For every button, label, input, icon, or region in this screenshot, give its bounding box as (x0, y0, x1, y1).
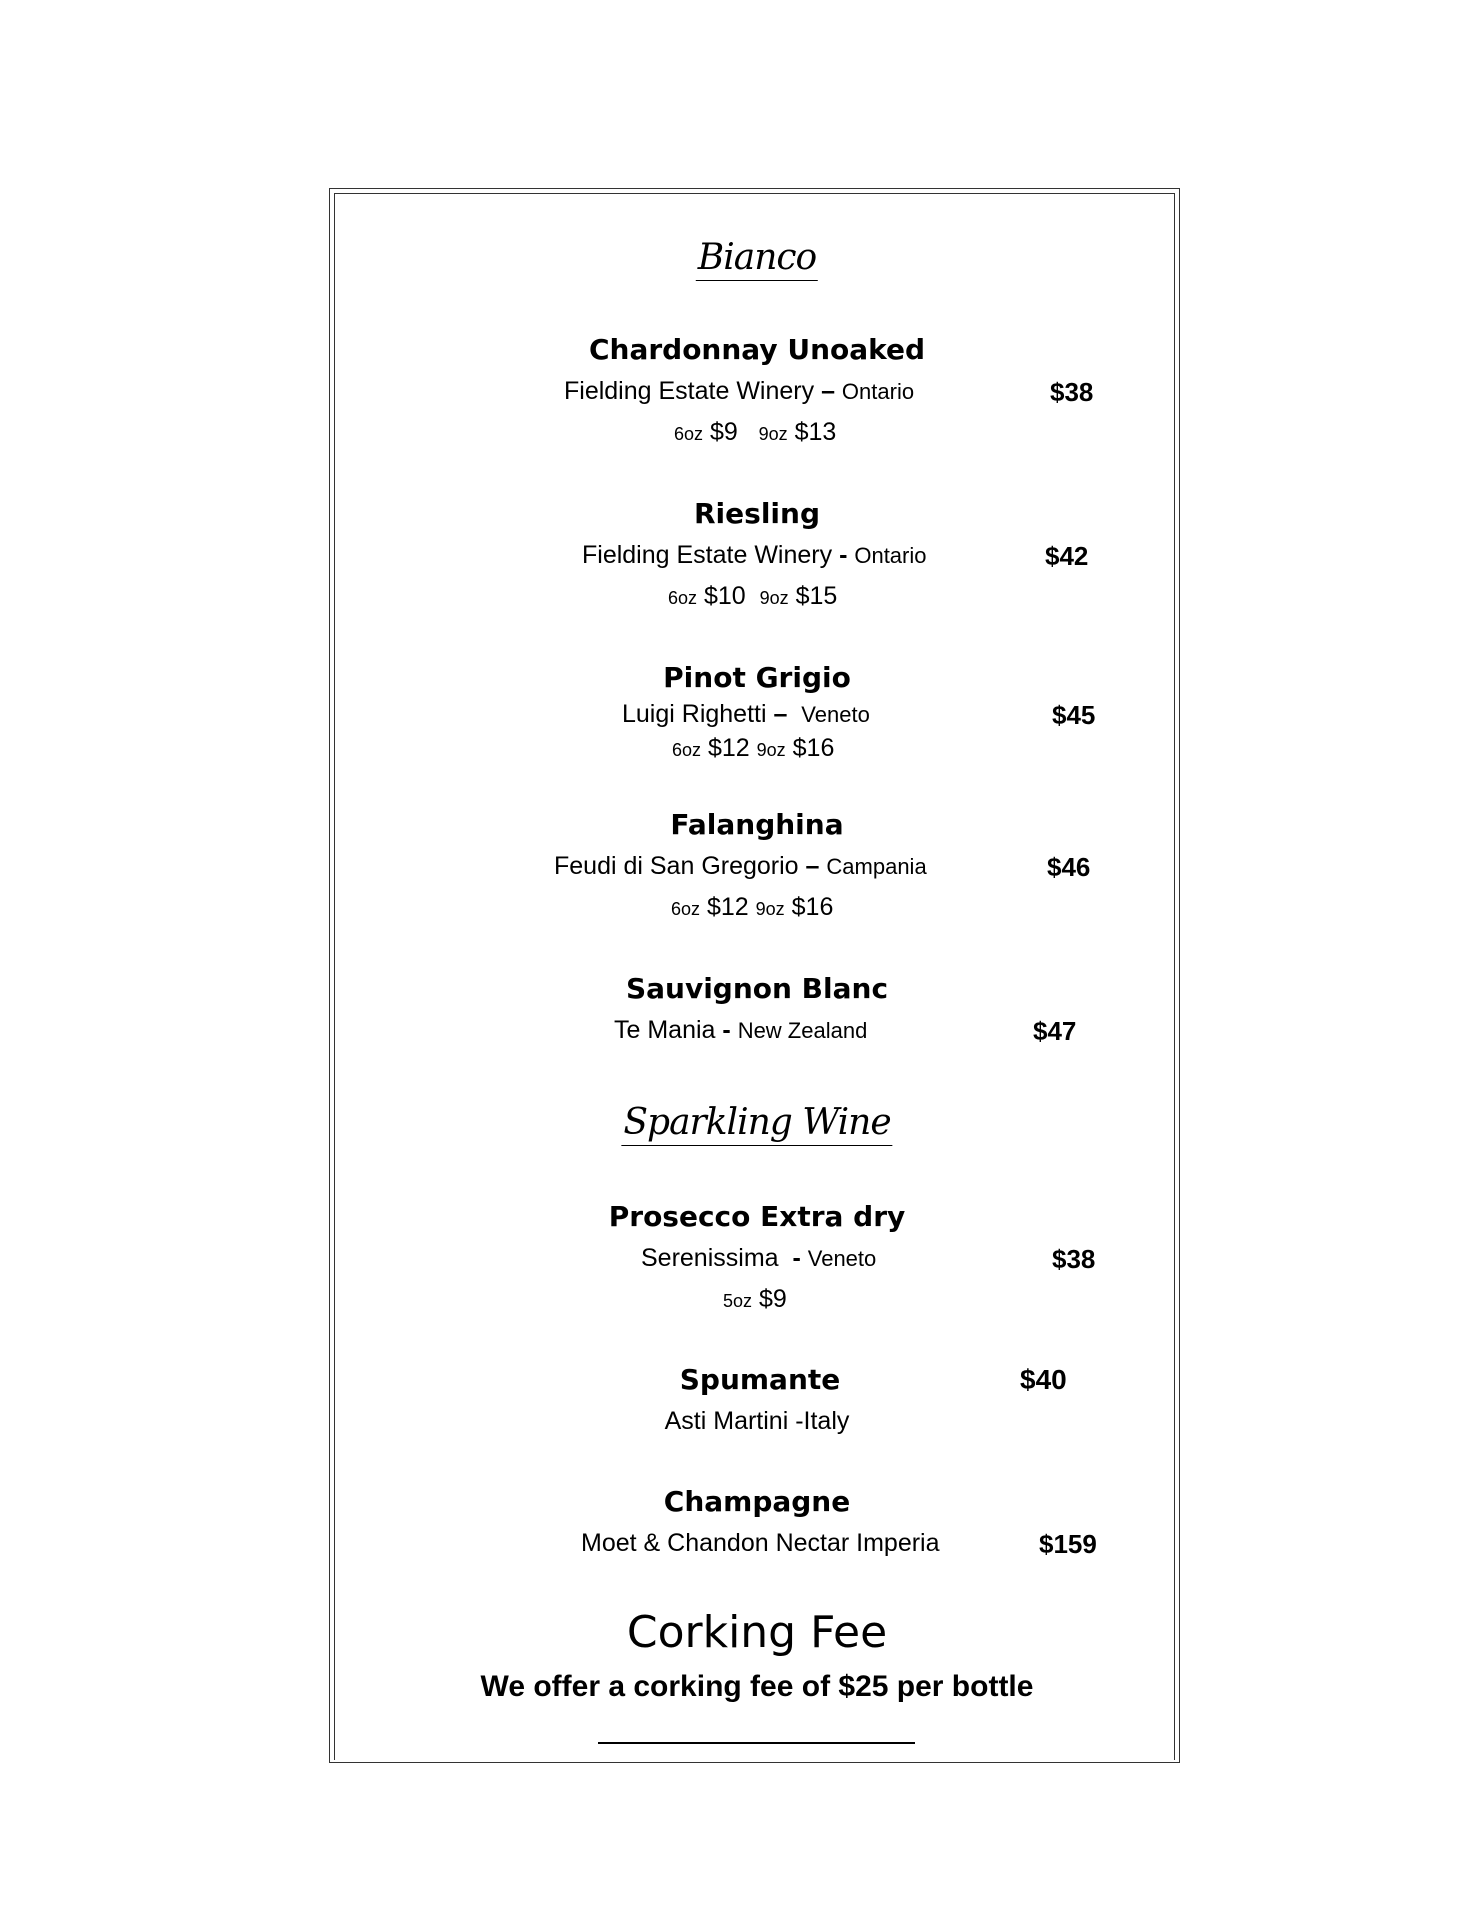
wine-name-falanghina: Falanghina (670, 808, 844, 841)
wine-name-spumante: Spumante (679, 1363, 841, 1396)
wine-producer-falanghina: Feudi di San Gregorio – Campania (554, 852, 927, 880)
wine-price-prosecco: $38 (1052, 1244, 1096, 1274)
wine-producer-sauvignon-blanc: Te Mania - New Zealand (614, 1016, 868, 1044)
glass-prices-prosecco: 5oz $9 (723, 1285, 787, 1313)
wine-name-riesling: Riesling (694, 497, 820, 530)
wine-producer-champagne: Moet & Chandon Nectar Imperia (581, 1529, 940, 1557)
wine-producer-chardonnay: Fielding Estate Winery – Ontario (564, 377, 915, 405)
wine-price-spumante: $40 (1020, 1364, 1067, 1395)
section-title-sparkling-wine: Sparkling Wine (621, 1102, 892, 1146)
wine-name-prosecco: Prosecco Extra dry (608, 1200, 906, 1233)
wine-name-chardonnay: Chardonnay Unoaked (588, 333, 926, 366)
glass-prices-pinot-grigio: 6oz $12 9oz $16 (672, 734, 835, 762)
wine-name-champagne: Champagne (663, 1485, 851, 1518)
wine-price-falanghina: $46 (1047, 852, 1091, 882)
wine-price-champagne: $159 (1039, 1529, 1097, 1559)
wine-producer-pinot-grigio: Luigi Righetti – Veneto (622, 700, 870, 728)
wine-price-chardonnay: $38 (1050, 377, 1094, 407)
glass-prices-falanghina: 6oz $12 9oz $16 (671, 893, 834, 921)
wine-producer-prosecco: Serenissima - Veneto (641, 1244, 877, 1272)
wine-price-pinot-grigio: $45 (1052, 700, 1096, 730)
corking-fee-title: Corking Fee (626, 1607, 888, 1658)
divider-line (598, 1742, 915, 1744)
wine-price-riesling: $42 (1045, 541, 1089, 571)
wine-producer-riesling: Fielding Estate Winery - Ontario (582, 541, 927, 569)
wine-price-sauvignon-blanc: $47 (1033, 1016, 1077, 1046)
corking-fee-text: We offer a corking fee of $25 per bottle (480, 1670, 1034, 1703)
wine-name-sauvignon-blanc: Sauvignon Blanc (625, 972, 889, 1005)
section-title-bianco: Bianco (696, 237, 818, 281)
wine-producer-spumante: Asti Martini -Italy (664, 1407, 850, 1435)
glass-prices-riesling: 6oz $10 9oz $15 (668, 582, 838, 610)
glass-prices-chardonnay: 6oz $9 9oz $13 (674, 418, 837, 446)
wine-name-pinot-grigio: Pinot Grigio (663, 661, 851, 694)
